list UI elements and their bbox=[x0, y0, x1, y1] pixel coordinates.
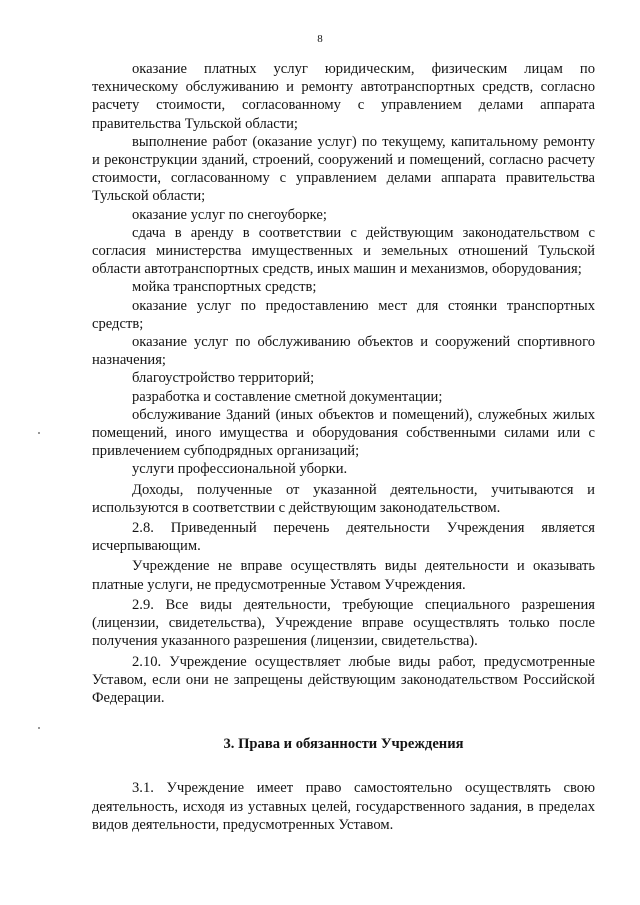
body-paragraph: 2.8. Приведенный перечень деятельности Учреждения является исчерпывающим. bbox=[92, 520, 595, 555]
document-body bbox=[92, 60, 595, 834]
body-paragraph: Доходы, полученные от указанной деятельности, учитываются и используются в соответствии с действующим законодательством. bbox=[92, 481, 595, 516]
list-item: оказание платных услуг юридическим, физическим лицам по техническому обслуживанию и ремонту автотранспортных средств, согласно расчету стоимости, согласованному с управлением делами аппарата правительства Тульской области; bbox=[92, 61, 595, 132]
page-number: 8 bbox=[317, 33, 323, 45]
scan-speck bbox=[38, 727, 40, 729]
list-item: мойка транспортных средств; bbox=[132, 279, 317, 296]
list-item: услуги профессиональной уборки. bbox=[132, 461, 348, 478]
body-paragraph: 2.9. Все виды деятельности, требующие специального разрешения (лицензии, свидетельства), Учреждение вправе осуществлять только после получения указанного разрешения (лицензии, свидетельства). bbox=[92, 596, 595, 650]
list-item: разработка и составление сметной документации; bbox=[132, 388, 443, 405]
body-paragraph: Учреждение не вправе осуществлять виды деятельности и оказывать платные услуги, не предусмотренные Уставом Учреждения. bbox=[92, 558, 595, 593]
list-item: благоустройство территорий; bbox=[132, 370, 315, 387]
list-item: оказание услуг по обслуживанию объектов и сооружений спортивного назначения; bbox=[92, 334, 595, 369]
body-paragraph: 3.1. Учреждение имеет право самостоятельно осуществлять свою деятельность, исходя из уставных целей, государственного задания, в пределах видов деятельности, предусмотренных Уставом. bbox=[92, 780, 595, 833]
list-item: оказание услуг по снегоуборке; bbox=[132, 206, 327, 223]
section-heading: 3. Права и обязанности Учреждения bbox=[223, 736, 464, 753]
list-item: оказание услуг по предоставлению мест для стоянки транспортных средств; bbox=[92, 297, 595, 332]
list-item: обслуживание Зданий (иных объектов и помещений), служебных жилых помещений, иного имущества и оборудования собственными силами или с привлечением субподрядных организаций; bbox=[92, 406, 595, 460]
body-paragraph: 2.10. Учреждение осуществляет любые виды работ, предусмотренные Уставом, если они не запрещены действующим законодательством Российской Федерации. bbox=[92, 653, 595, 706]
list-item: сдача в аренду в соответствии с действующим законодательством с согласия министерства имущественных и земельных отношений Тульской области автотранспортных средств, иных машин и механизмов, оборудования; bbox=[92, 224, 595, 278]
list-item: выполнение работ (оказание услуг) по текущему, капитальному ремонту и реконструкции зданий, строений, сооружений и помещений, согласно расчету стоимости, согласованному с управлением делами аппарата правительства Тульской области; bbox=[92, 133, 595, 205]
scan-speck bbox=[38, 432, 40, 434]
